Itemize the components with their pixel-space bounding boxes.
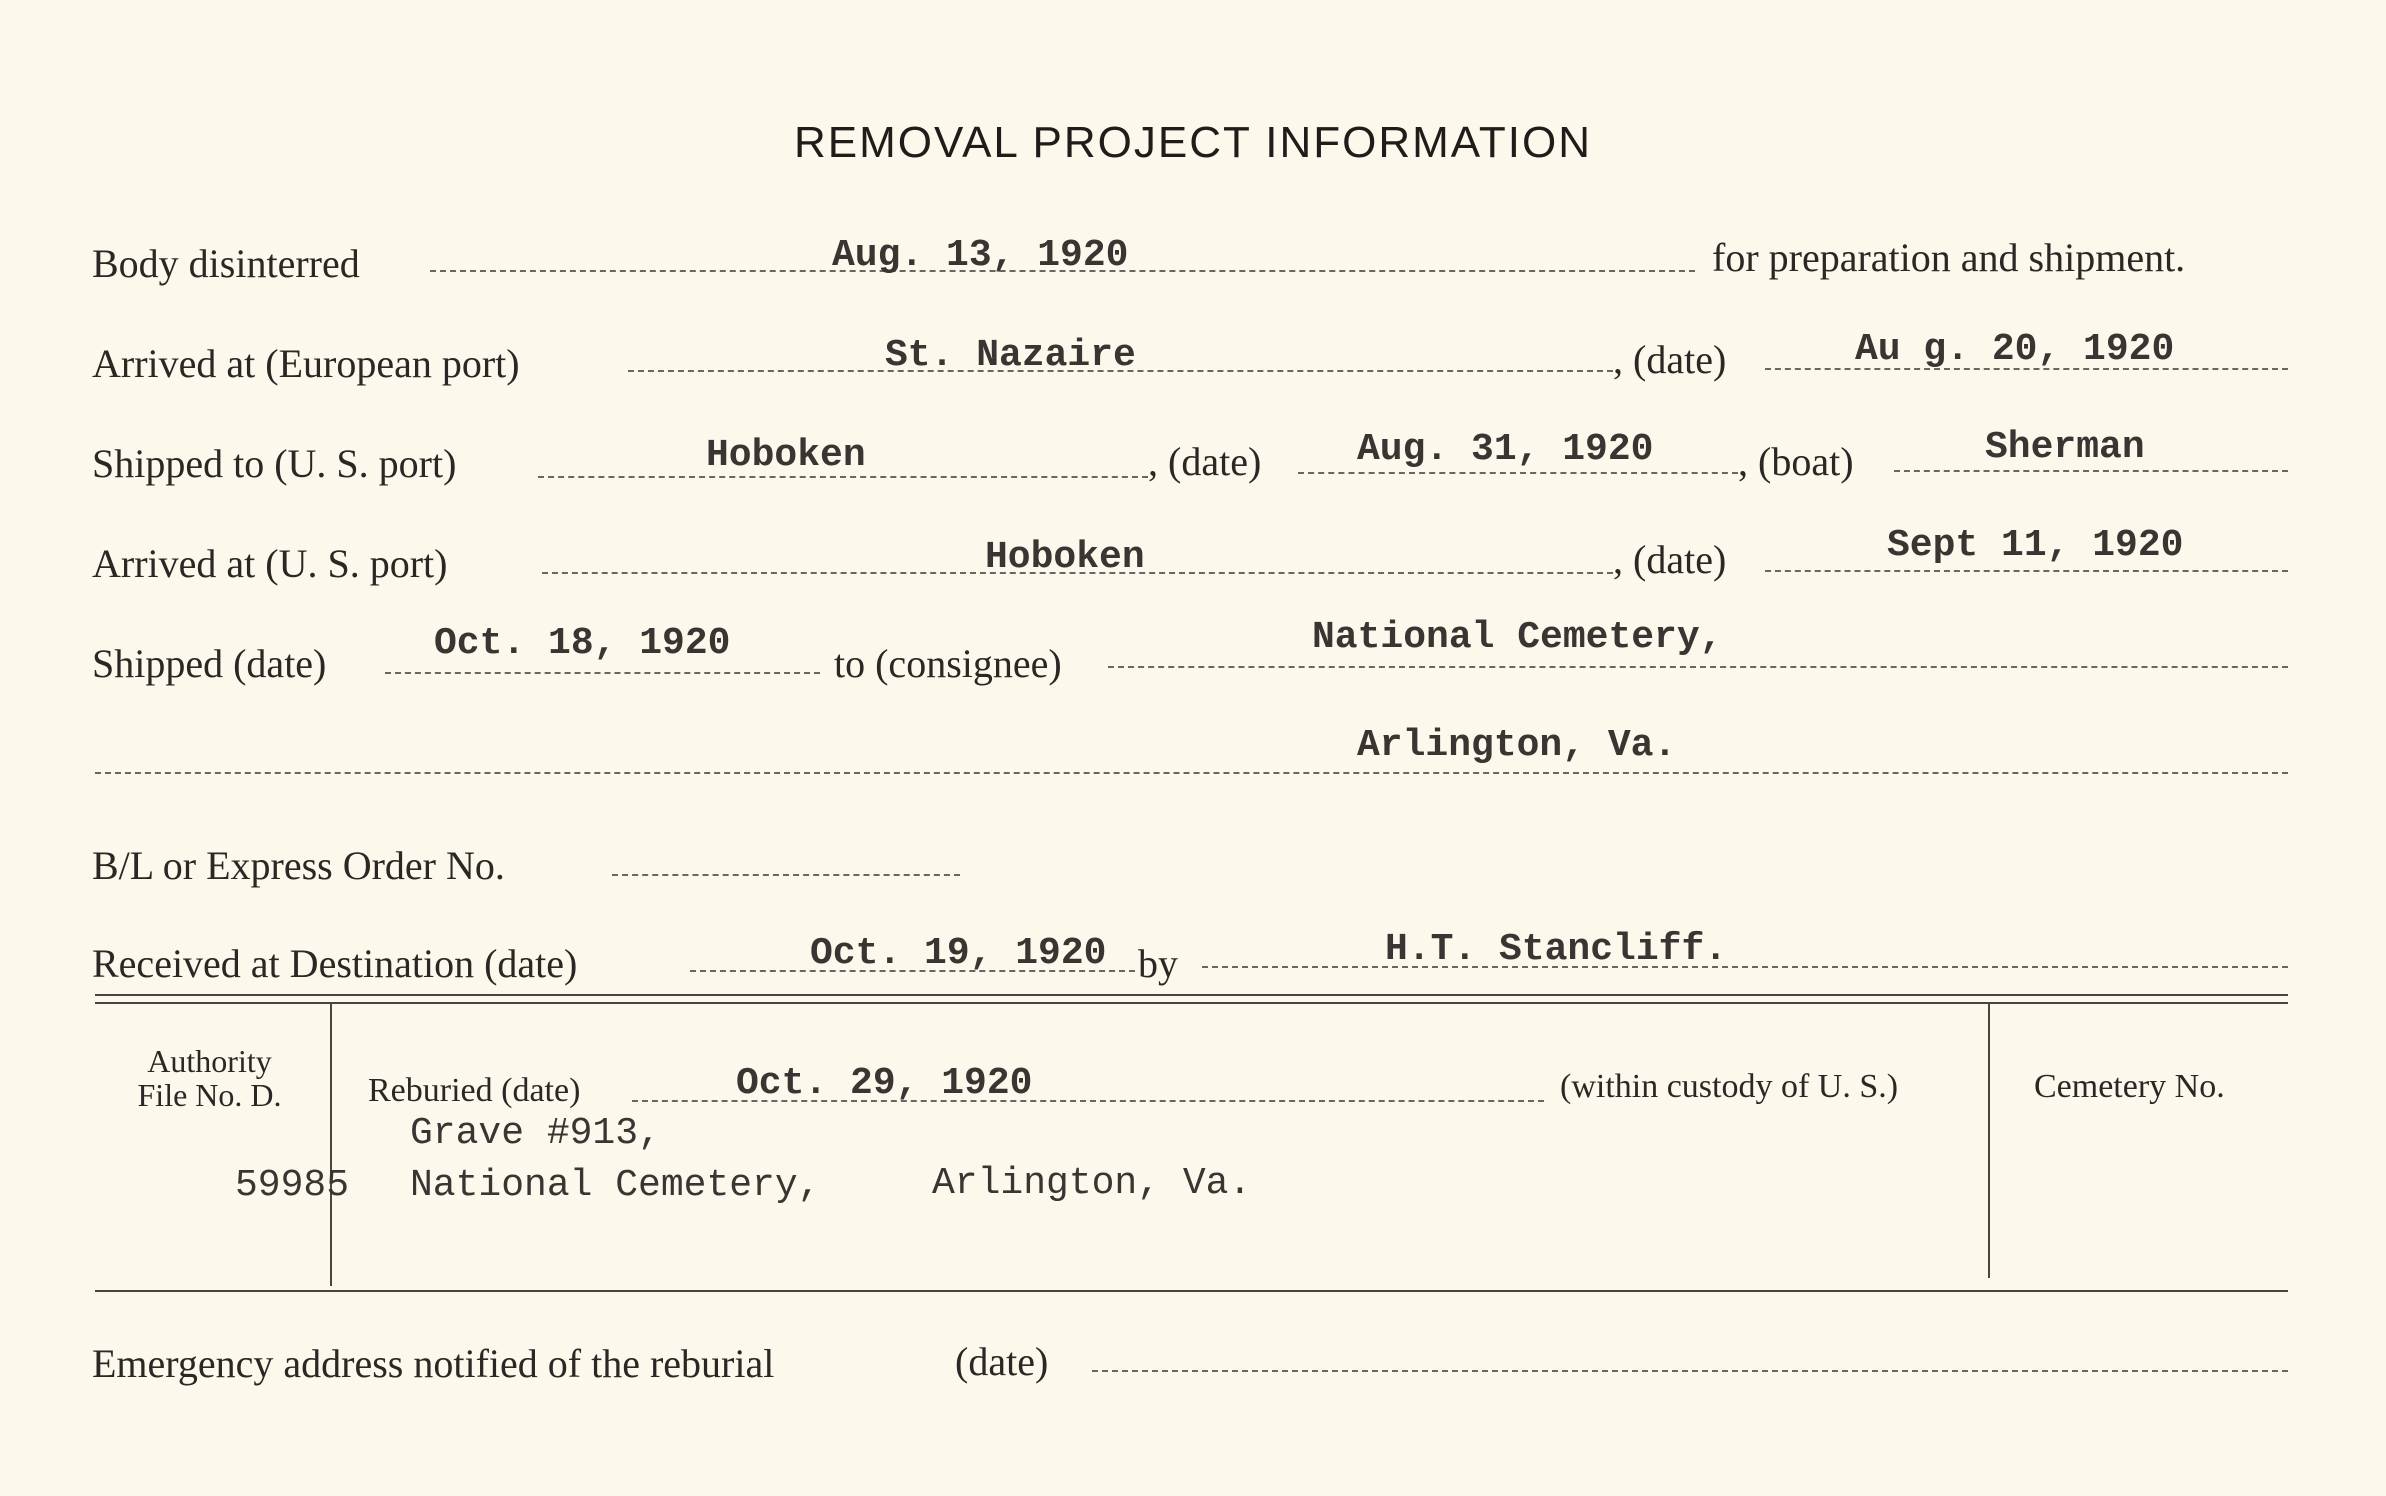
- us-date-value: Sept 11, 1920: [1887, 524, 2184, 567]
- shipped-date2-value: Oct. 18, 1920: [434, 622, 731, 665]
- cemetery-no-label: Cemetery No.: [2034, 1068, 2225, 1105]
- european-date-label: , (date): [1613, 337, 1727, 382]
- boat-value: Sherman: [1985, 426, 2145, 469]
- card-title: REMOVAL PROJECT INFORMATION: [794, 118, 1592, 167]
- section-divider-top: [95, 994, 2288, 996]
- shipped-date2-label: Shipped (date): [92, 641, 327, 686]
- custody-note: (within custody of U. S.): [1560, 1068, 1899, 1105]
- shipped-date-value: Aug. 31, 1920: [1357, 428, 1654, 471]
- bl-order-label: B/L or Express Order No.: [92, 843, 505, 888]
- european-date-value: Au g. 20, 1920: [1855, 328, 2175, 371]
- european-port-label: Arrived at (European port): [92, 341, 520, 386]
- authority-label-line2: File No. D.: [137, 1077, 282, 1113]
- shipped-date-label: , (date): [1148, 439, 1262, 484]
- bl-order-line: [612, 874, 960, 876]
- authority-file-number: 59985: [235, 1164, 350, 1207]
- shipped-to-label: Shipped to (U. S. port): [92, 441, 457, 486]
- us-date-label: , (date): [1613, 537, 1727, 582]
- received-label: Received at Destination (date): [92, 941, 578, 986]
- received-by-value: H.T. Stancliff.: [1385, 928, 1728, 971]
- shipped-date-line: [1298, 472, 1738, 474]
- body-disinterred-label: Body disinterred: [92, 241, 360, 286]
- received-by-line: [1202, 966, 2288, 968]
- reburial-bottom-rule: [95, 1290, 2288, 1292]
- consignee-line-2: [95, 772, 2288, 774]
- consignee-value: National Cemetery,: [1312, 616, 1723, 659]
- boat-label: , (boat): [1738, 439, 1854, 484]
- reburied-date-value: Oct. 29, 1920: [736, 1062, 1033, 1105]
- us-port-label: Arrived at (U. S. port): [92, 541, 448, 586]
- european-port-value: St. Nazaire: [885, 334, 1136, 377]
- shipped-date2-line: [385, 672, 820, 674]
- us-date-line: [1765, 570, 2288, 572]
- consignee-value-2: Arlington, Va.: [1357, 724, 1677, 767]
- reburied-label: Reburied (date): [368, 1072, 581, 1109]
- cemetery-column-divider: [1988, 1004, 1990, 1278]
- received-by-label: by: [1138, 941, 1178, 986]
- emergency-line: [1092, 1370, 2288, 1372]
- authority-label-line1: Authority: [147, 1043, 272, 1079]
- authority-column-divider: [330, 1004, 332, 1286]
- consignee-label: to (consignee): [834, 641, 1062, 686]
- consignee-line: [1108, 666, 2288, 668]
- us-port-value: Hoboken: [985, 536, 1145, 579]
- received-date-value: Oct. 19, 1920: [810, 932, 1107, 975]
- body-disinterred-value: Aug. 13, 1920: [832, 234, 1129, 277]
- section-divider-bottom: [95, 1002, 2288, 1004]
- emergency-label: Emergency address notified of the reburial: [92, 1341, 775, 1386]
- emergency-date-label: (date): [955, 1339, 1049, 1384]
- body-disinterred-suffix: for preparation and shipment.: [1712, 235, 2186, 280]
- reburial-location: National Cemetery,: [410, 1164, 821, 1207]
- shipped-to-port: Hoboken: [706, 434, 866, 477]
- authority-label: [102, 1044, 317, 1112]
- reburial-location-2: Arlington, Va.: [932, 1162, 1252, 1205]
- boat-line: [1894, 470, 2288, 472]
- grave-number: Grave #913,: [410, 1112, 661, 1155]
